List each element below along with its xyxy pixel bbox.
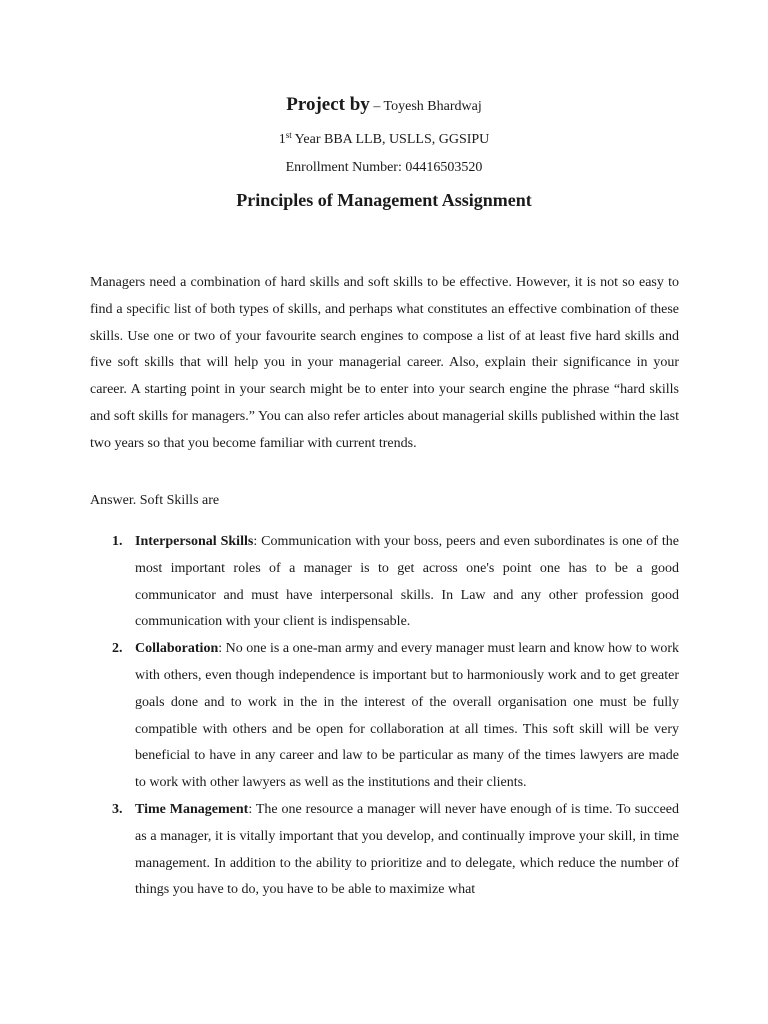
project-by-label: Project by bbox=[286, 94, 370, 115]
year-ordinal-suffix: st bbox=[285, 130, 292, 140]
author-name: – Toyesh Bhardwaj bbox=[369, 99, 482, 114]
list-item-text: : Communication with your boss, peers and even subordinates is one of the most important roles of a manager is to get across one's point one has to be a good communicator and must have interpersonal skills. In Law and any other profession good communication with your client is indispensable. bbox=[135, 534, 679, 630]
list-item-number: 1. bbox=[112, 534, 123, 549]
list-item bbox=[90, 797, 679, 904]
list-item-number: 2. bbox=[112, 641, 123, 657]
list-item-number: 3. bbox=[112, 801, 123, 817]
list-item bbox=[90, 636, 679, 797]
project-by-line bbox=[0, 94, 768, 116]
list-item-heading: Time Management bbox=[135, 801, 249, 817]
list-item-text: : The one resource a manager will never have enough of is time. To succeed as a manager, it is vitally important that you develop, and continually improve your skill, in time management. In addition to the ability to prioritize and to delegate, which reduce the number of things you have to do, you have to be able to maximize what bbox=[135, 801, 679, 898]
question-paragraph: Managers need a combination of hard skills and soft skills to be effective. However, it is not so easy to find a specific list of both types of skills, and perhaps what constitutes an effective combination of these skills. Use one or two of your favourite search engines to compose a list of at least five hard skills and five soft skills that will help you in your managerial career. Also, explain their significance in your career. A starting point in your search might be to enter into your search engine the phrase “hard skills and soft skills for managers.” You can also refer articles about managerial skills published within the last two years so that you become familiar with current trends. bbox=[90, 275, 679, 451]
list-item-heading: Collaboration bbox=[135, 641, 219, 657]
enrollment-number: Enrollment Number: 04416503520 bbox=[285, 160, 483, 175]
year-number: 1 bbox=[278, 132, 286, 147]
soft-skills-list bbox=[90, 529, 679, 904]
list-item bbox=[90, 529, 679, 636]
assignment-title: Principles of Management Assignment bbox=[236, 190, 532, 210]
list-item-text: : No one is a one-man army and every manager must learn and know how to work with others, even though independence is important but to harmoniously work and to get greater goals done and to work in the in the interest of the overall organisation one must be fully compatible with others and be open for collaboration at all times. This soft skill will be very beneficial to have in any career and law to be particular as many of the times lawyers are made to work with other lawyers as well as the institutions and their clients. bbox=[135, 641, 679, 791]
course-line bbox=[0, 130, 768, 148]
course-details: Year BBA LLB, USLLS, GGSIPU bbox=[291, 132, 490, 147]
list-item-heading: Interpersonal Skills bbox=[135, 534, 254, 549]
answer-intro: Answer. Soft Skills are bbox=[90, 493, 220, 508]
